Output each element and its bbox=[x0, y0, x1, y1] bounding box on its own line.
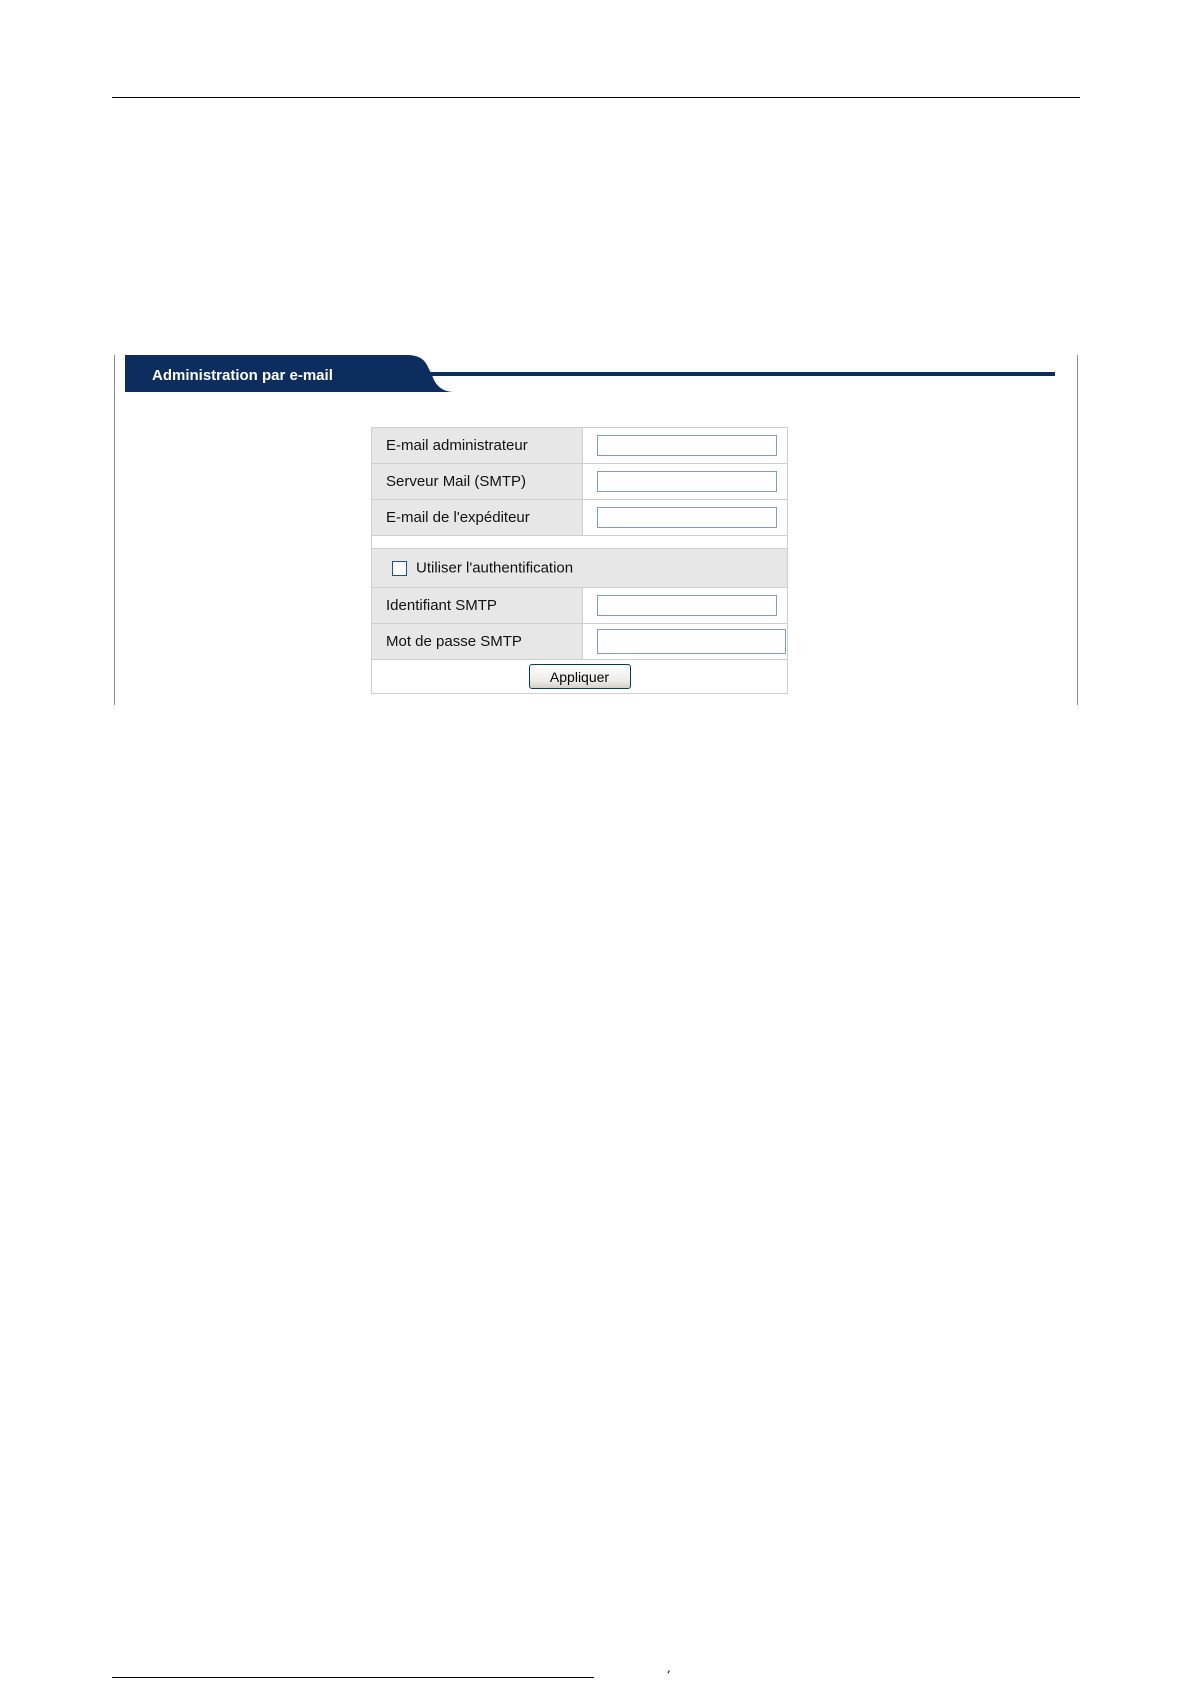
page-footer-rule bbox=[112, 1677, 594, 1678]
page-header-rule bbox=[112, 97, 1080, 98]
section-title-bar bbox=[125, 355, 1055, 395]
email-settings-form bbox=[371, 427, 788, 694]
admin-email-label: E-mail administrateur bbox=[372, 428, 583, 464]
smtp-password-label: Mot de passe SMTP bbox=[372, 624, 583, 660]
use-auth-label: Utiliser l'authentification bbox=[416, 559, 574, 577]
smtp-user-label: Identifiant SMTP bbox=[372, 588, 583, 624]
use-auth-checkbox[interactable] bbox=[392, 561, 407, 576]
smtp-user-input[interactable] bbox=[597, 595, 777, 616]
section-title: Administration par e-mail bbox=[152, 367, 333, 384]
form-row-sender-email bbox=[372, 500, 788, 536]
form-row-smtp-server bbox=[372, 464, 788, 500]
smtp-server-label: Serveur Mail (SMTP) bbox=[372, 464, 583, 500]
smtp-server-input[interactable] bbox=[597, 471, 777, 492]
form-row-admin-email bbox=[372, 428, 788, 464]
apply-button[interactable]: Appliquer bbox=[529, 664, 631, 689]
smtp-password-input[interactable] bbox=[597, 629, 786, 654]
form-spacer-row bbox=[372, 536, 788, 549]
sender-email-label: E-mail de l'expéditeur bbox=[372, 500, 583, 536]
email-admin-panel bbox=[114, 355, 1078, 705]
form-row-use-auth bbox=[372, 549, 788, 588]
admin-email-input[interactable] bbox=[597, 435, 777, 456]
sender-email-input[interactable] bbox=[597, 507, 777, 528]
form-row-apply bbox=[372, 660, 788, 694]
form-row-smtp-password bbox=[372, 624, 788, 660]
form-row-smtp-user bbox=[372, 588, 788, 624]
footer-mark bbox=[668, 1670, 673, 1674]
